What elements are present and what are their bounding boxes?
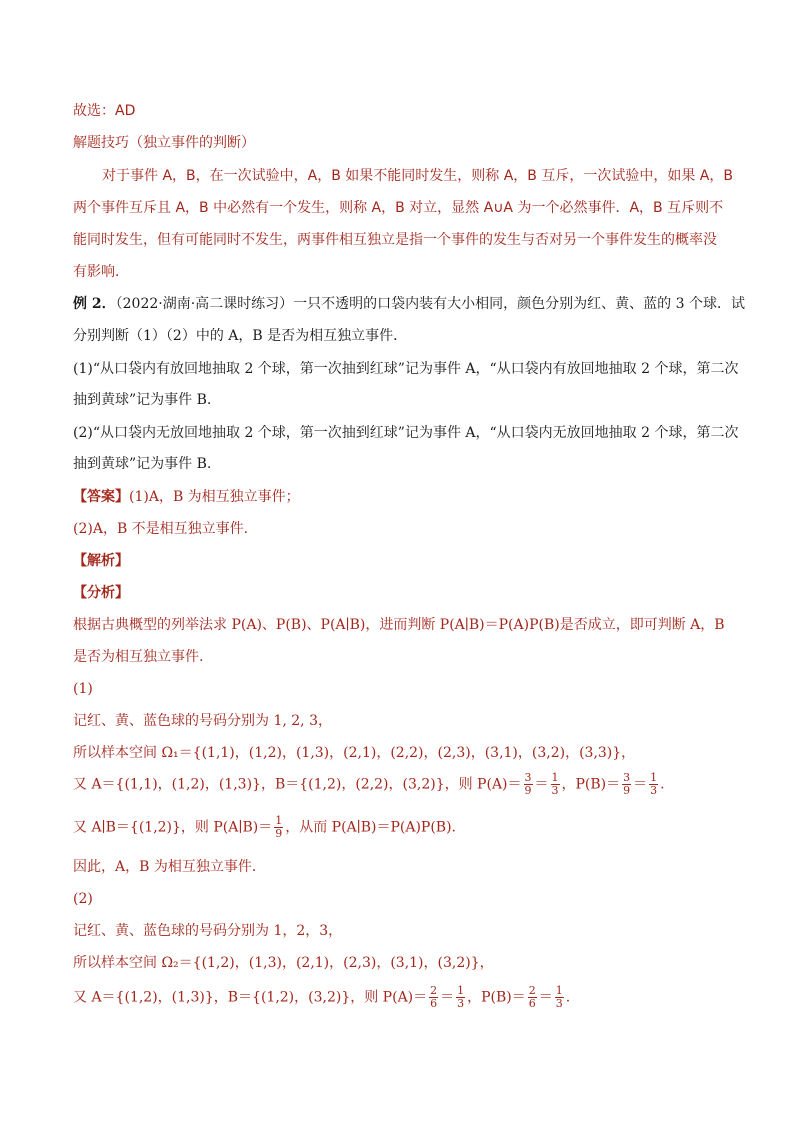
numerator: 1 [275, 814, 283, 827]
text-span: ，P(B)＝ [561, 776, 621, 793]
question-1-line: 抽到黄球”记为事件 B. [73, 392, 212, 408]
probability-line [73, 772, 665, 797]
example-text: （2022·湖南·高二课时练习）一只不透明的口袋内装有大小相同，颜色分别为红、黄、蓝的 3 个球．试 [115, 296, 745, 312]
analysis-line: 根据古典概型的列举法求 P(A)、P(B)、P(A∣B)，进而判断 P(A∣B)＝P(A)P(B)是否成立，即可判断 A，B [73, 617, 725, 633]
analysis-line: 是否为相互独立事件. [73, 649, 204, 665]
question-1-line: (1)“从口袋内有放回地抽取 2 个球，第一次抽到红球”记为事件 A，“从口袋内有放回地抽取 2 个球，第二次 [73, 361, 739, 377]
equals-sign: ＝ [633, 776, 648, 793]
fraction [456, 985, 465, 1010]
fraction [528, 985, 537, 1010]
question-2-line: (2)“从口袋内无放回地抽取 2 个球，第一次抽到红球”记为事件 A，“从口袋内无放回地抽取 2 个球，第二次 [73, 425, 739, 441]
denominator: 6 [430, 997, 438, 1010]
numerator: 3 [623, 771, 631, 784]
denominator: 3 [457, 997, 465, 1010]
probability-line [73, 985, 570, 1010]
paragraph-line: 有影响． [73, 264, 129, 280]
text-span: 又 A＝{(1,1)，(1,2)，(1,3)}，B＝{(1,2)，(2,2)，(3,2)}，则 P(A)＝ [73, 776, 522, 793]
part-2-marker: (2) [73, 891, 93, 907]
text-span: 又 A∣B＝{(1,2)}，则 P(A∣B)＝ [73, 819, 273, 836]
numerator: 3 [524, 771, 532, 784]
denominator: 9 [524, 784, 532, 797]
conditional-line [73, 815, 456, 840]
numerator: 1 [551, 771, 559, 784]
denominator: 9 [623, 784, 631, 797]
fraction [555, 985, 564, 1010]
equals-sign: ＝ [534, 776, 549, 793]
solution-line: 记红、黄、蓝色球的号码分别为 1，2，3， [73, 923, 343, 939]
denominator: 3 [551, 784, 559, 797]
text-span: 又 A＝{(1,2)，(1,3)}，B＝{(1,2)，(3,2)}，则 P(A)＝ [73, 989, 428, 1006]
answer-label: 【答案】 [73, 489, 129, 505]
fraction [524, 772, 533, 797]
text-span: ，P(B)＝ [467, 989, 526, 1006]
text-span: . [660, 776, 665, 793]
fraction [274, 815, 283, 840]
fraction [551, 772, 560, 797]
answer-line [73, 487, 300, 507]
conclusion-line: 因此，A，B 为相互独立事件． [73, 859, 266, 875]
numerator: 2 [528, 984, 536, 997]
paragraph-line: 对于事件 A，B，在一次试验中，A，B 如果不能同时发生，则称 A，B 互斥，一次试验中，如果 A，B [102, 168, 733, 184]
numerator: 1 [650, 771, 658, 784]
denominator: 3 [555, 997, 563, 1010]
numerator: 2 [430, 984, 438, 997]
fraction [622, 772, 631, 797]
paragraph-line: 能同时发生，但有可能同时不发生，两事件相互独立是指一个事件的发生与否对另一个事件发生的概率没 [73, 232, 717, 248]
numerator: 1 [555, 984, 563, 997]
denominator: 6 [528, 997, 536, 1010]
question-2-line: 抽到黄球”记为事件 B. [73, 456, 212, 472]
answer-line: (2)A，B 不是相互独立事件. [73, 521, 249, 537]
equals-sign: ＝ [538, 989, 553, 1006]
example-header [73, 294, 745, 314]
equals-sign: ＝ [440, 989, 455, 1006]
denominator: 9 [275, 827, 283, 840]
answer-text: (1)A，B 为相互独立事件； [129, 489, 300, 505]
sample-space-line: 所以样本空间 Ω₁＝{(1,1)，(1,2)，(1,3)，(2,1)，(2,2)，(2,3)，(3,1)，(3,2)，(3,3)}， [73, 745, 636, 761]
part-1-marker: (1) [73, 681, 93, 697]
paragraph-line: 两个事件互斥且 A，B 中必然有一个发生，则称 A，B 对立，显然 A∪A 为一个必然事件．A，B 互斥则不 [73, 200, 724, 216]
fraction [649, 772, 658, 797]
analysis-label: 【分析】 [73, 585, 129, 601]
fraction [429, 985, 438, 1010]
solution-label: 【解析】 [73, 553, 129, 569]
solution-line: 记红、黄、蓝色球的号码分别为 1, 2, 3， [73, 713, 332, 729]
text-span: . [565, 989, 571, 1006]
example-label: 例 2． [73, 296, 116, 312]
text-span: ，从而 P(A∣B)＝P(A)P(B). [285, 819, 457, 836]
answer-choice: 故选：AD [73, 103, 136, 119]
example-text-line: 分别判断（1）（2）中的 A，B 是否为相互独立事件． [73, 328, 408, 344]
section-heading-technique: 解题技巧（独立事件的判断） [73, 135, 255, 151]
denominator: 3 [650, 784, 658, 797]
sample-space-line: 所以样本空间 Ω₂＝{(1,2)，(1,3)，(2,1)，(2,3)，(3,1)，(3,2)}， [73, 955, 494, 971]
numerator: 1 [457, 984, 465, 997]
